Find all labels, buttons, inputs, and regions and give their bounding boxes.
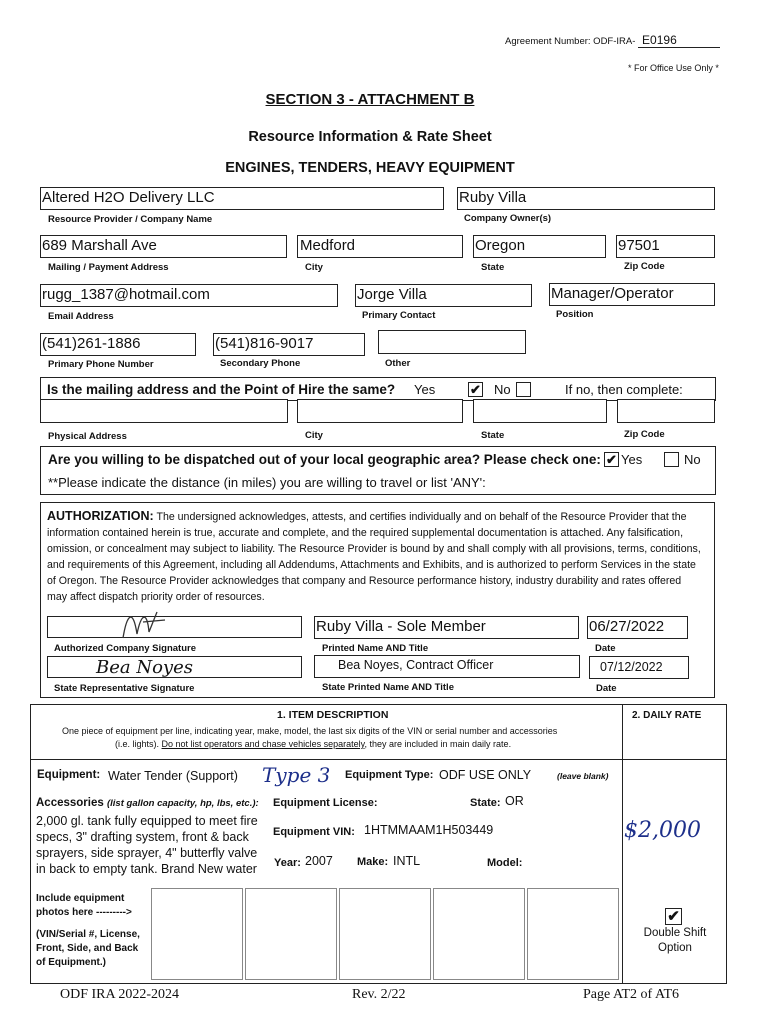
address-label: Mailing / Payment Address <box>48 262 169 273</box>
photos-label-line: Include equipment <box>36 893 125 904</box>
category-title: ENGINES, TENDERS, HEAVY EQUIPMENT <box>225 160 515 176</box>
year-label: Year: <box>274 857 301 869</box>
state-label: State <box>481 262 505 273</box>
double-shift-checkbox[interactable]: ✔ <box>665 908 682 925</box>
mailing-no-label: No <box>494 382 511 397</box>
city-value: Medford <box>300 237 356 254</box>
photos-label-line: of Equipment.) <box>36 957 106 968</box>
photo-slot-side[interactable] <box>433 888 525 980</box>
mailing-no-checkbox[interactable] <box>516 382 531 397</box>
physical-address-field[interactable] <box>40 399 288 423</box>
section-title: SECTION 3 - ATTACHMENT B <box>265 91 475 108</box>
license-state-label: State: <box>470 797 501 809</box>
phone-label: Primary Phone Number <box>48 359 154 370</box>
company-name-value: Altered H2O Delivery LLC <box>42 189 215 206</box>
license-state-value: OR <box>505 794 524 808</box>
double-shift-label <box>632 926 718 956</box>
double-shift-line: Option <box>658 942 692 954</box>
dispatch-yes-label: Yes <box>621 452 643 467</box>
instructions-2-pre: (i.e. lights). <box>115 739 160 749</box>
contact-value: Jorge Villa <box>357 286 427 303</box>
type-handwritten: Type 3 <box>262 763 331 787</box>
dispatch-question: Are you willing to be dispatched out of your local geographic area? Please check one: <box>48 452 601 467</box>
authorization-heading: AUTHORIZATION: <box>47 509 154 523</box>
photos-label <box>36 892 140 970</box>
photo-slot-license[interactable] <box>245 888 337 980</box>
other-field[interactable] <box>378 330 526 354</box>
contact-label: Primary Contact <box>362 310 436 321</box>
make-value: INTL <box>393 854 421 868</box>
physical-state-label: State <box>481 430 505 441</box>
photos-label-line: photos here ---------> <box>36 907 132 918</box>
distance-note: **Please indicate the distance (in miles) you are willing to travel or list 'ANY': <box>48 475 486 490</box>
physical-address-label: Physical Address <box>48 431 127 442</box>
date1-label: Date <box>595 643 616 654</box>
state-signature-label: State Representative Signature <box>54 683 195 694</box>
make-label: Make: <box>357 856 389 868</box>
subtitle: Resource Information & Rate Sheet <box>248 129 492 145</box>
double-shift-line: Double Shift <box>643 927 707 939</box>
instructions-2-underline: Do not list operators and chase vehicles separately <box>161 739 365 749</box>
photos-label-line: Front, Side, and Back <box>36 943 139 954</box>
city-label: City <box>305 262 323 273</box>
accessories-hint: (list gallon capacity, hp, lbs, etc.): <box>106 798 259 809</box>
agreement-value: E0196 <box>638 33 720 48</box>
item-instructions-2 <box>115 739 511 749</box>
position-value: Manager/Operator <box>551 285 674 302</box>
accessories-lines <box>36 813 258 877</box>
footer-right: Page AT2 of AT6 <box>583 987 680 1002</box>
dispatch-yes-checkbox[interactable]: ✔ <box>604 452 619 467</box>
printed-name-value: Ruby Villa - Sole Member <box>316 618 486 635</box>
accessories-line: specs, 3" drafting system, front & back <box>36 830 249 844</box>
item-header-heading: 1. ITEM DESCRIPTION <box>277 709 389 721</box>
owners-label: Company Owner(s) <box>464 213 552 224</box>
other-label: Other <box>385 358 411 369</box>
email-label: Email Address <box>48 311 114 322</box>
leave-blank-note: (leave blank) <box>557 771 609 781</box>
email-value: rugg_1387@hotmail.com <box>42 286 210 303</box>
accessories-heading <box>36 797 259 809</box>
equipment-type-value: ODF USE ONLY <box>439 768 532 782</box>
company-signature-label: Authorized Company Signature <box>54 643 196 654</box>
zip-value: 97501 <box>618 237 660 254</box>
position-label: Position <box>556 309 594 320</box>
item-instructions-1: One piece of equipment per line, indicating year, make, model, the last six digits of the VIN or serial number and accessories <box>62 726 558 736</box>
instructions-2-post: , they are included in main daily rate. <box>364 739 512 749</box>
office-use-note: * For Office Use Only * <box>628 63 719 73</box>
physical-city-label: City <box>305 430 323 441</box>
physical-city-field[interactable] <box>297 399 463 423</box>
equipment-type-label: Equipment Type: <box>345 769 434 781</box>
equipment-value: Water Tender (Support) <box>108 769 238 783</box>
if-no-note: If no, then complete: <box>565 382 683 397</box>
state-printed-value: Bea Noyes, Contract Officer <box>338 658 494 672</box>
physical-zip-field[interactable] <box>617 399 715 423</box>
agreement-label: Agreement Number: ODF-IRA- <box>505 36 636 47</box>
footer-center: Rev. 2/22 <box>352 987 406 1002</box>
state-value: Oregon <box>475 237 526 254</box>
accessories-line: sprayers, side sprayer, 4" butterfly valve <box>36 846 258 860</box>
accessories-label: Accessories <box>36 797 104 809</box>
vin-value: 1HTMMAAM1H503449 <box>364 823 494 837</box>
rate-heading: 2. DAILY RATE <box>632 710 702 721</box>
zip-label: Zip Code <box>624 261 665 272</box>
accessories-line: 2,000 gl. tank fully equipped to meet fire <box>36 814 258 828</box>
vin-label: Equipment VIN: <box>273 826 355 838</box>
agreement-number <box>505 33 720 48</box>
printed-name-label: Printed Name AND Title <box>322 643 429 654</box>
model-label: Model: <box>487 857 523 869</box>
company-signature <box>117 604 177 644</box>
equipment-label: Equipment: <box>37 769 101 781</box>
photos-label-line: (VIN/Serial #, License, <box>36 929 140 940</box>
mailing-question-text: Is the mailing address and the Point of Hire the same? <box>47 382 396 397</box>
license-label: Equipment License: <box>273 797 378 809</box>
photo-slot-vin[interactable] <box>151 888 243 980</box>
photo-slot-back[interactable] <box>527 888 619 980</box>
authorization-text: The undersigned acknowledges, attests, and certifies individually and on behalf of the Resource Provider that the information contained herein is true, accurate and complete, and the required supplemental documentation is attached. Any falsification, omission, or concealment may subject to liability. The Resource Provider is bound by and shall comply with all provisions, terms, conditions, and requirements of this Agreement, including all Addendums, Attachments and Exhibits, and is authorized to perform Services in the state of Oregon. The Resource Provider acknowledges that company and Resource performance history, industry durability and rates offered may affect dispatch priority order of resources. <box>47 511 701 603</box>
phone2-value: (541)816-9017 <box>215 335 314 352</box>
phone-value: (541)261-1886 <box>42 335 141 352</box>
owners-value: Ruby Villa <box>459 189 527 206</box>
year-value: 2007 <box>305 854 333 868</box>
address-value: 689 Marshall Ave <box>42 237 157 254</box>
daily-rate-value: $2,000 <box>624 818 701 843</box>
mailing-yes-checkbox[interactable]: ✔ <box>468 382 483 397</box>
footer-left: ODF IRA 2022-2024 <box>60 987 180 1002</box>
state-signature: Bea Noyes <box>96 657 193 678</box>
state-printed-label: State Printed Name AND Title <box>322 682 454 693</box>
dispatch-no-label: No <box>684 452 701 467</box>
date2-label: Date <box>596 683 617 694</box>
dispatch-no-checkbox[interactable] <box>664 452 679 467</box>
date2-value: 07/12/2022 <box>600 660 663 674</box>
phone2-label: Secondary Phone <box>220 358 301 369</box>
mailing-yes-label: Yes <box>414 382 436 397</box>
accessories-line: in back to empty tank. Brand New water <box>36 862 257 876</box>
authorization-text-block <box>47 508 702 605</box>
photo-slot-front[interactable] <box>339 888 431 980</box>
date1-value: 06/27/2022 <box>589 618 665 635</box>
company-name-label: Resource Provider / Company Name <box>48 214 213 225</box>
rate-column-divider <box>622 704 623 984</box>
physical-state-field[interactable] <box>473 399 607 423</box>
physical-zip-label: Zip Code <box>624 429 665 440</box>
